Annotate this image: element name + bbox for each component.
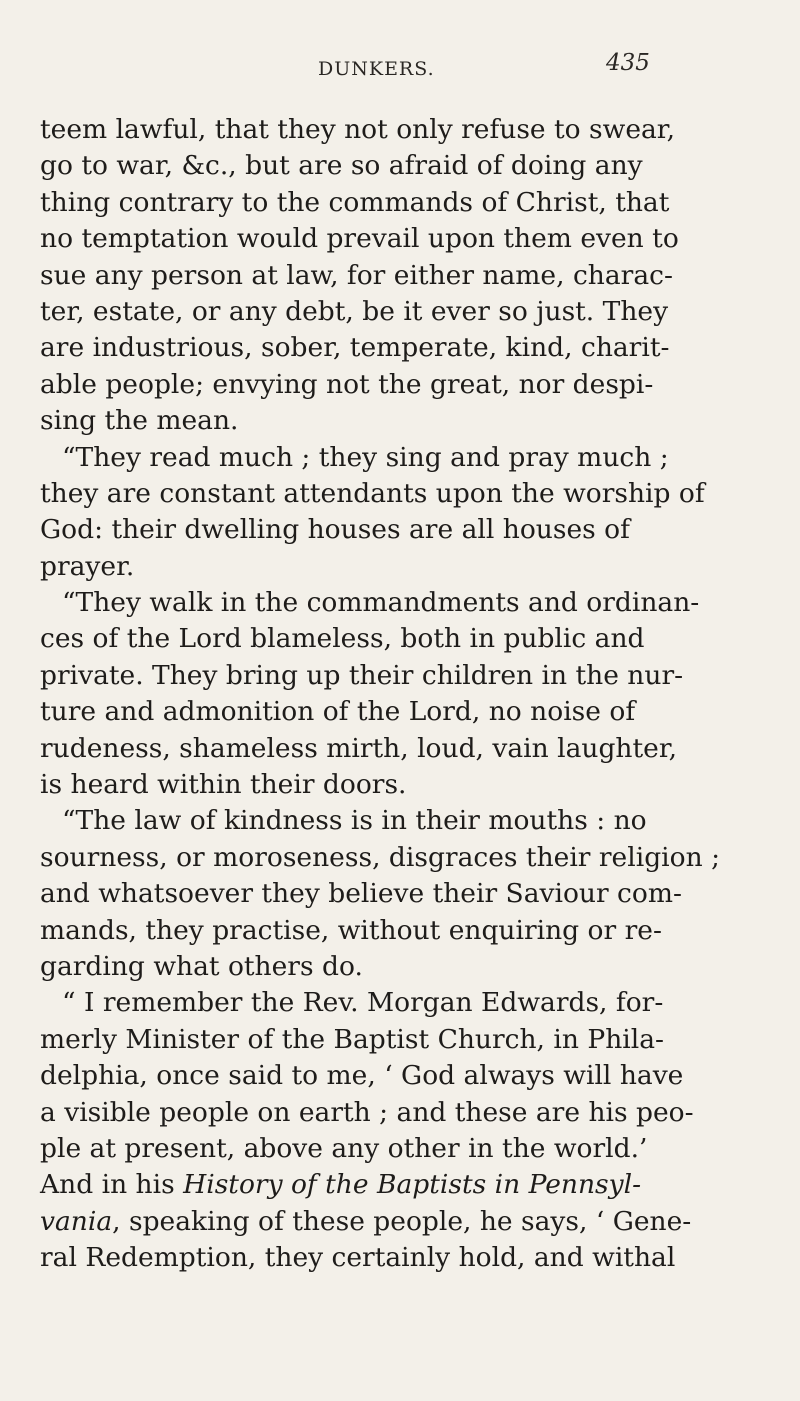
text-line: ple at present, above any other in the world.’ <box>40 1132 648 1164</box>
text-line <box>40 1204 770 1240</box>
page-number: 435 <box>606 50 650 76</box>
text-line: sourness, or moroseness, disgraces their religion ; <box>40 841 721 873</box>
text-line: mands, they practise, without enquiring or re- <box>40 914 662 946</box>
text-line: is heard within their doors. <box>40 769 407 801</box>
text-line: ces of the Lord blameless, both in public and <box>40 623 645 655</box>
running-head <box>0 50 800 90</box>
text-line: “The law of kindness is in their mouths : no <box>62 805 647 837</box>
text-line: delphia, once said to me, ‘ God always will have <box>40 1060 684 1092</box>
text-line: “They walk in the commandments and ordinan- <box>62 587 700 619</box>
text-line: God: their dwelling houses are all houses of <box>40 514 630 546</box>
body-text <box>40 112 770 1277</box>
text-line: prayer. <box>40 550 135 582</box>
italic-book-title: vania <box>40 1205 113 1237</box>
text-line: “ I remember the Rev. Morgan Edwards, for- <box>62 987 664 1019</box>
text-line: thing contrary to the commands of Christ, that <box>40 186 670 218</box>
text-line <box>40 1167 770 1203</box>
text-line: go to war, &c., but are so afraid of doing any <box>40 150 643 182</box>
text-line: teem lawful, that they not only refuse to swear, <box>40 114 675 145</box>
text-line: sue any person at law, for either name, charac- <box>40 259 673 291</box>
text-line: no temptation would prevail upon them even to <box>40 223 679 255</box>
text-line: and whatsoever they believe their Saviour com- <box>40 878 682 910</box>
text-line: are industrious, sober, temperate, kind, charit- <box>40 332 670 364</box>
text-line: rudeness, shameless mirth, loud, vain laughter, <box>40 732 677 764</box>
text-line: merly Minister of the Baptist Church, in Phila- <box>40 1023 664 1055</box>
italic-book-title: History of the Baptists in Pennsyl- <box>183 1169 642 1201</box>
text-line: garding what others do. <box>40 950 363 982</box>
text-line: ter, estate, or any debt, be it ever so just. They <box>40 295 669 327</box>
running-head-title: DUNKERS. <box>318 58 435 80</box>
text-line: “They read much ; they sing and pray much ; <box>62 441 669 473</box>
text-line: able people; envying not the great, nor despi- <box>40 368 654 400</box>
text-line: private. They bring up their children in the nur- <box>40 659 684 691</box>
text-line: ral Redemption, they certainly hold, and withal <box>40 1242 676 1274</box>
text-line: ture and admonition of the Lord, no noise of <box>40 696 636 728</box>
text-line: sing the mean. <box>40 405 239 437</box>
text-run: And in his <box>40 1169 184 1201</box>
text-run: , speaking of these people, he says, ‘ Gene- <box>112 1205 692 1237</box>
text-line: a visible people on earth ; and these are his peo- <box>40 1096 694 1128</box>
text-line: they are constant attendants upon the worship of <box>40 477 705 509</box>
